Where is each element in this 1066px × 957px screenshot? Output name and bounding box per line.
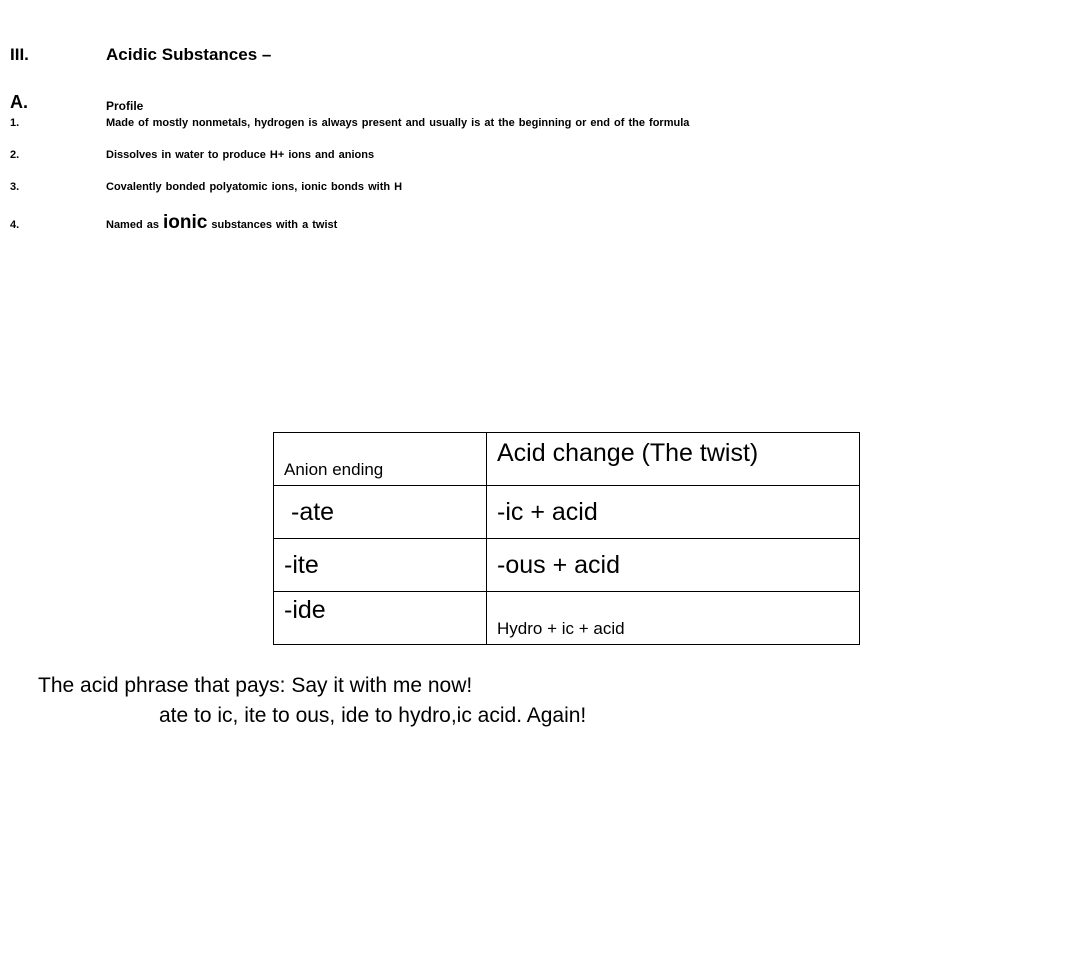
item-text-4 [106,212,337,234]
table-header-cell [274,433,487,486]
section-title: Acidic Substances – [106,45,272,64]
item-text-2: Dissolves in water to produce H+ ions and anions [106,149,375,161]
table-row [274,486,860,539]
section-number: III. [10,45,29,64]
anion-ending-ate: -ate [291,497,335,526]
acid-change-ic: -ic + acid [497,497,598,526]
item-text-3: Covalently bonded polyatomic ions, ionic bonds with H [106,181,403,193]
item-text-4-after: substances with a twist [207,219,338,231]
table-row [274,539,860,592]
item-text-4-before: Named as [106,219,164,231]
table-header-cell [487,433,860,486]
table-row [274,592,860,645]
item-number-3: 3. [10,181,20,193]
table-cell [274,539,487,592]
acid-naming-table [273,432,860,645]
item-number-1: 1. [10,117,20,129]
table-cell [487,539,860,592]
item-number-4: 4. [10,219,20,231]
header-acid-change: Acid change (The twist) [497,438,759,467]
table-cell [274,592,487,645]
subsection-letter: A. [10,92,28,112]
acid-phrase-line-2: ate to ic, ite to ous, ide to hydro,ic acid. Again! [159,704,587,727]
table-cell [487,592,860,645]
acid-change-hydro: Hydro + ic + acid [497,619,625,638]
anion-ending-ide: -ide [284,595,326,624]
table-header-row [274,433,860,486]
item-text-1: Made of mostly nonmetals, hydrogen is always present and usually is at the beginning or end of the formula [106,117,690,129]
anion-ending-ite: -ite [284,550,319,579]
table-cell [274,486,487,539]
subsection-title: Profile [106,99,144,113]
header-anion-ending: Anion ending [284,460,384,479]
item-number-2: 2. [10,149,20,161]
acid-change-ous: -ous + acid [497,550,620,579]
item-text-4-highlight: ionic [163,212,208,233]
table-cell [487,486,860,539]
acid-phrase-line-1: The acid phrase that pays: Say it with me now! [38,674,473,697]
